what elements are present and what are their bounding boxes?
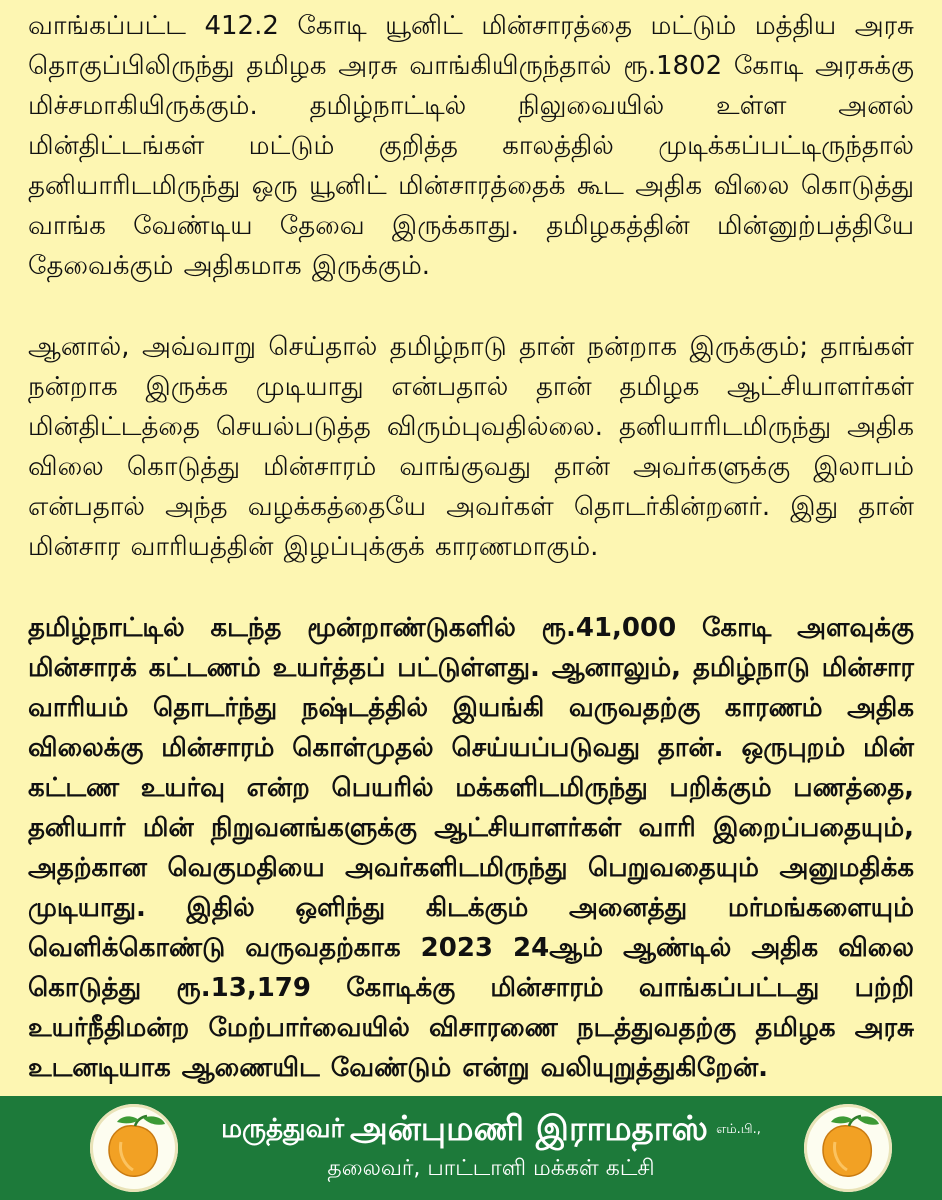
paragraph-3: தமிழ்நாட்டில் கடந்த மூன்றாண்டுகளில் ரூ.41,000 கோடி அளவுக்கு மின்சாரக் கட்டணம் உயர்த்தப் பட்டுள்ளது. ஆனாலும், தமிழ்நாடு மின்சார வாரியம் தொடர்ந்து நஷ்டத்தில் இயங்கி வருவதற்கு காரணம் அதிக விலைக்கு மின்சாரம் கொள்முதல் செய்யப்படுவது தான். ஒருபுறம் மின் கட்டண உயர்வு என்ற பெயரில் மக்களிடமிருந்து பறிக்கும் பணத்தை, தனியார் மின் நிறுவனங்களுக்கு ஆட்சியாளர்கள் வாரி இறைப்பதையும், அதற்கான வெகுமதியை அவர்களிடமிருந்து பெறுவதையும் அனுமதிக்க முடியாது. இதில் ஒளிந்து கிடக்கும் அனைத்து மர்மங்களையும் வெளிக்கொண்டு வருவதற்காக 2023 24ஆம் ஆண்டில் அதிக விலை கொடுத்து ரூ.13,179 கோடிக்கு மின்சாரம் வாங்கப்பட்டது பற்றி உயர்நீதிமன்ற மேற்பார்வையில் விசாரணை நடத்துவதற்கு தமிழக அரசு உடனடியாக ஆணையிட வேண்டும் என்று வலியுறுத்துகிறேன். [28, 613, 914, 1083]
signature-block [221, 1109, 761, 1184]
mango-logo-icon [804, 1104, 892, 1192]
paragraph-1: வாங்கப்பட்ட 412.2 கோடி யூனிட் மின்சாரத்தை மட்டும் மத்திய அரசு தொகுப்பிலிருந்து தமிழக அரசு வாங்கியிருந்தால் ரூ.1802 கோடி அரசுக்கு மிச்சமாகியிருக்கும். தமிழ்நாட்டில் நிலுவையில் உள்ள அனல் மின்திட்டங்கள் மட்டும் குறித்த காலத்தில் முடிக்கப்பட்டிருந்தால் தனியாரிடமிருந்து ஒரு யூனிட் மின்சாரத்தைக் கூட அதிக விலை கொடுத்து வாங்க வேண்டிய தேவை இருக்காது. தமிழகத்தின் மின்னுற்பத்தியே தேவைக்கும் அதிகமாக இருக்கும். [28, 11, 914, 281]
mango-logo-icon [90, 1104, 178, 1192]
signatory-prefix: மருத்துவர் [221, 1114, 345, 1144]
signatory-name: அன்புமணி இராமதாஸ் [350, 1109, 709, 1149]
paragraph-2: ஆனால், அவ்வாறு செய்தால் தமிழ்நாடு தான் நன்றாக இருக்கும்; தாங்கள் நன்றாக இருக்க முடியாது என்பதால் தான் தமிழக ஆட்சியாளர்கள் மின்திட்டத்தை செயல்படுத்த விரும்புவதில்லை. தனியாரிடமிருந்து அதிக விலை கொடுத்து மின்சாரம் வாங்குவது தான் அவர்களுக்கு இலாபம் என்பதால் அந்த வழக்கத்தையே அவர்கள் தொடர்கின்றனர். இது தான் மின்சார வாரியத்தின் இழப்புக்குக் காரணமாகும். [28, 332, 914, 562]
signature-footer [0, 1096, 942, 1200]
signatory-title: தலைவர், பாட்டாளி மக்கள் கட்சி [327, 1156, 655, 1181]
mango-logo-icon-right [813, 1112, 883, 1184]
signatory-suffix: எம்.பி., [716, 1121, 761, 1137]
signatory-name-line [221, 1109, 761, 1149]
mango-logo-icon-left [99, 1112, 169, 1184]
